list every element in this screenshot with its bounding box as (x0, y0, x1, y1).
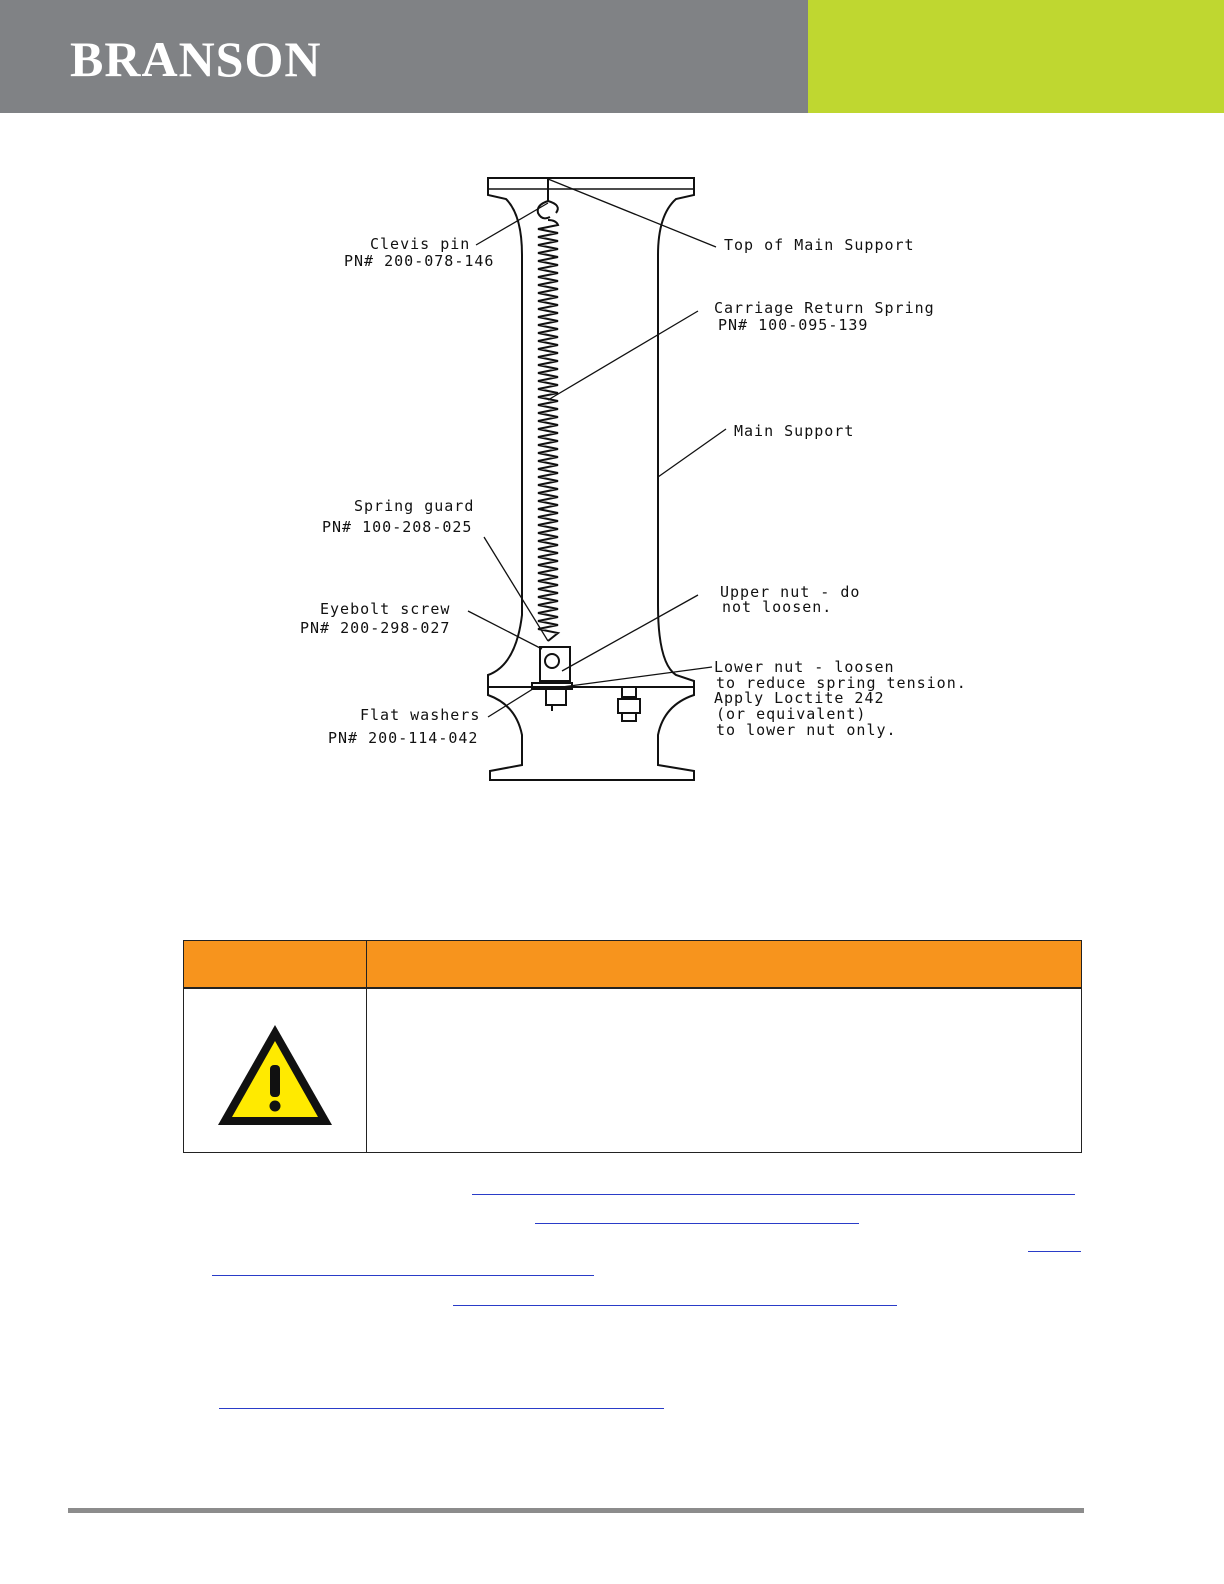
leader-upper-nut (562, 595, 698, 671)
header-accent-band (808, 0, 1224, 113)
label-clevis-pin: Clevis pin (370, 235, 471, 253)
link-underline-3a[interactable] (1028, 1251, 1081, 1252)
label-lower-nut-line1: Lower nut - loosen (714, 658, 895, 676)
link-underline-3b[interactable] (212, 1275, 594, 1276)
carriage-return-spring (538, 220, 558, 641)
label-lower-nut-line2: to reduce spring tension. (716, 674, 967, 692)
label-eyebolt-screw-pn: PN# 200-298-027 (300, 619, 451, 637)
label-eyebolt-screw: Eyebolt screw (320, 600, 451, 618)
link-underline-5[interactable] (219, 1408, 664, 1409)
link-underline-1[interactable] (472, 1194, 1075, 1195)
lower-bolt (546, 689, 566, 711)
label-carriage-return-spring-pn: PN# 100-095-139 (718, 316, 869, 334)
spring-assembly-figure (286, 165, 984, 807)
right-fastener (618, 687, 640, 721)
label-clevis-pin-pn: PN# 200-078-146 (344, 252, 495, 270)
warning-triangle-icon (214, 1021, 336, 1129)
label-lower-nut-line3: Apply Loctite 242 (714, 689, 885, 707)
label-lower-nut-line5: to lower nut only. (716, 721, 897, 739)
label-spring-guard: Spring guard (354, 497, 475, 515)
warning-table (183, 940, 1082, 1153)
main-support-base (488, 687, 694, 780)
leader-carriage-spring (548, 311, 698, 400)
clevis-pin (538, 179, 558, 218)
label-spring-guard-pn: PN# 100-208-025 (322, 518, 473, 536)
warning-table-divider (366, 941, 367, 1152)
label-flat-washers: Flat washers (360, 706, 481, 724)
label-carriage-return-spring: Carriage Return Spring (714, 299, 935, 317)
link-underline-2[interactable] (535, 1223, 859, 1224)
warning-table-header (184, 941, 1081, 989)
leader-eyebolt (468, 611, 542, 649)
label-flat-washers-pn: PN# 200-114-042 (328, 729, 479, 747)
link-underline-4[interactable] (453, 1305, 897, 1306)
leader-main-support (658, 429, 726, 477)
label-main-support: Main Support (734, 422, 855, 440)
label-upper-nut-line1: Upper nut - do (720, 583, 861, 601)
label-upper-nut-line2: not loosen. (722, 598, 833, 616)
main-support-outline (488, 178, 694, 687)
figure-drawing (286, 165, 984, 807)
leader-lower-nut (562, 667, 712, 687)
footer-rule (68, 1508, 1084, 1513)
eyebolt-body (540, 647, 570, 681)
brand-logo: BRANSON (70, 31, 322, 87)
label-lower-nut-line4: (or equivalent) (716, 705, 867, 723)
leader-clevis-pin (476, 203, 548, 245)
eyebolt-eye (545, 654, 559, 668)
label-top-of-main-support: Top of Main Support (724, 236, 915, 254)
